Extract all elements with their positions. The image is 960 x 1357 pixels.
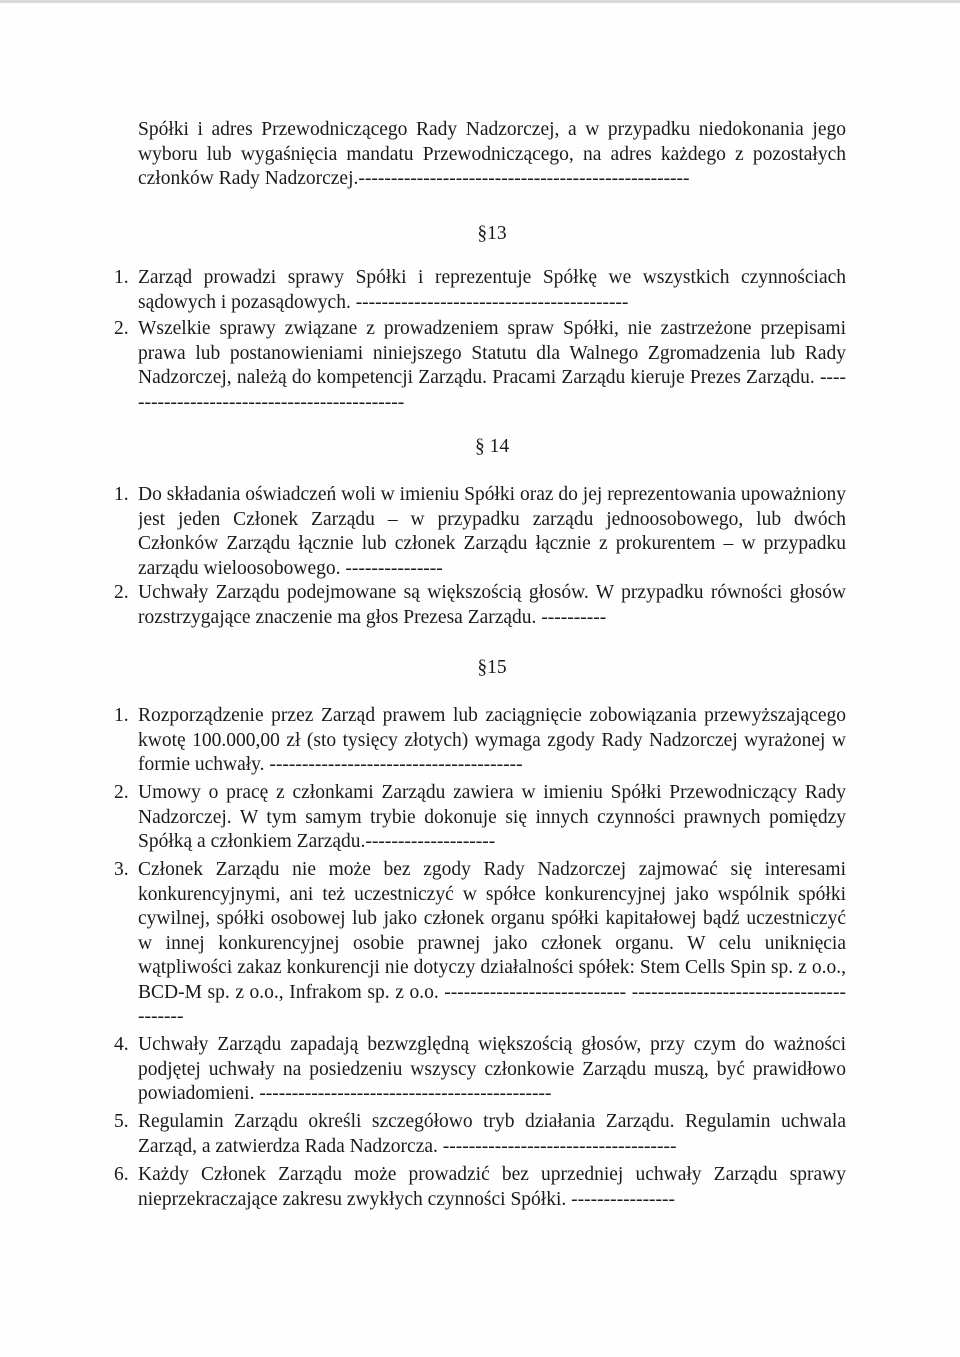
list-item xyxy=(114,581,846,630)
item-text: Rozporządzenie przez Zarząd prawem lub zaciągnięcie zobowiązania przewyższającego kwotę 100.000,00 zł (sto tysięcy złotych) wymaga zgody Rady Nadzorczej wyrażonej w formie uchwały. --------------------------------------- xyxy=(138,705,846,775)
item-number: 2. xyxy=(114,782,129,803)
item-number: 1. xyxy=(114,705,129,726)
item-text: Uchwały Zarządu zapadają bezwzględną większością głosów, przy czym do ważności podjętej uchwały na posiedzeniu wszyscy członkowie Zarządu muszą, być prawidłowo powiadomieni. --------------------------------------------- xyxy=(138,1034,846,1104)
item-text: Członek Zarządu nie może bez zgody Rady Nadzorczej zajmować się interesami konkurencyjnymi, ani też uczestniczyć w spółce konkurencyjnej jako wspólnik spółki cywilnej, spółki osobowej lub jako członek organu spółki kapitałowej bądź uczestniczyć w innej konkurencyjnej osobie prawnej jako członek organu. W celu uniknięcia wątpliwości zakaz konkurencji nie dotyczy działalności spółek: Stem Cells Spin sp. z o.o., BCD-M sp. z o.o., Infrakom sp. z o.o. ---------------------------- ---------------------------------------- xyxy=(138,859,846,1027)
item-text: Uchwały Zarządu podejmowane są większością głosów. W przypadku równości głosów rozstrzygające znaczenie ma głos Prezesa Zarządu. ---------- xyxy=(138,582,846,628)
section-14 xyxy=(114,435,846,630)
section-heading: §15 xyxy=(477,657,507,678)
section-heading: § 14 xyxy=(474,436,510,457)
list-item xyxy=(114,1163,846,1212)
section-15 xyxy=(114,656,846,1212)
item-text: Do składania oświadczeń woli w imieniu Spółki oraz do jej reprezentowania upoważniony jest jeden Członek Zarządu – w przypadku zarządu jednoosobowego, lub dwóch Członków Zarządu łącznie lub członek Zarządu łącznie z prokurentem – w przypadku zarządu wieloosobowego. --------------- xyxy=(138,484,846,579)
item-text: Regulamin Zarządu określi szczegółowo tryb działania Zarządu. Regulamin uchwala Zarząd, a zatwierdza Rada Nadzorcza. ------------------------------------ xyxy=(138,1111,846,1157)
list-item xyxy=(114,1033,846,1106)
document-body xyxy=(114,118,846,1212)
item-number: 2. xyxy=(114,318,129,339)
item-number: 1. xyxy=(114,267,129,288)
intro-paragraph: Spółki i adres Przewodniczącego Rady Nadzorczej, a w przypadku niedokonania jego wyboru lub wygaśnięcia mandatu Przewodniczącego, na adres każdego z pozostałych członków Rady Nadzorczej.--------------------------------------------------- xyxy=(138,119,846,189)
scan-edge xyxy=(0,0,960,3)
item-text: Wszelkie sprawy związane z prowadzeniem spraw Spółki, nie zastrzeżone przepisami prawa lub postanowieniami niniejszego Statutu dla Walnego Zgromadzenia lub Rady Nadzorczej, należą do kompetencji Zarządu. Pracami Zarządu kieruje Prezes Zarządu. --------------------------------------------- xyxy=(138,318,846,413)
item-text: Każdy Członek Zarządu może prowadzić bez uprzedniej uchwały Zarządu sprawy nieprzekraczające zakresu zwykłych czynności Spółki. ---------------- xyxy=(138,1164,846,1210)
item-number: 1. xyxy=(114,484,129,505)
list-item xyxy=(114,483,846,581)
item-number: 2. xyxy=(114,582,129,603)
list-item xyxy=(114,781,846,854)
item-number: 4. xyxy=(114,1034,129,1055)
item-text: Umowy o pracę z członkami Zarządu zawiera w imieniu Spółki Przewodniczący Rady Nadzorczej. W tym samym trybie dokonuje się innych czynności prawnych pomiędzy Spółką a członkiem Zarządu.-------------------- xyxy=(138,782,846,852)
item-text: Zarząd prowadzi sprawy Spółki i reprezentuje Spółkę we wszystkich czynnościach sądowych i pozasądowych. ------------------------------------------ xyxy=(138,267,846,313)
item-number: 3. xyxy=(114,859,129,880)
list-item xyxy=(114,266,846,315)
list-item xyxy=(114,858,846,1029)
section-heading: §13 xyxy=(477,223,507,244)
list-item xyxy=(114,317,846,415)
item-number: 6. xyxy=(114,1164,129,1185)
item-number: 5. xyxy=(114,1111,129,1132)
section-13 xyxy=(114,222,846,415)
list-item xyxy=(114,1110,846,1159)
list-item xyxy=(114,704,846,777)
